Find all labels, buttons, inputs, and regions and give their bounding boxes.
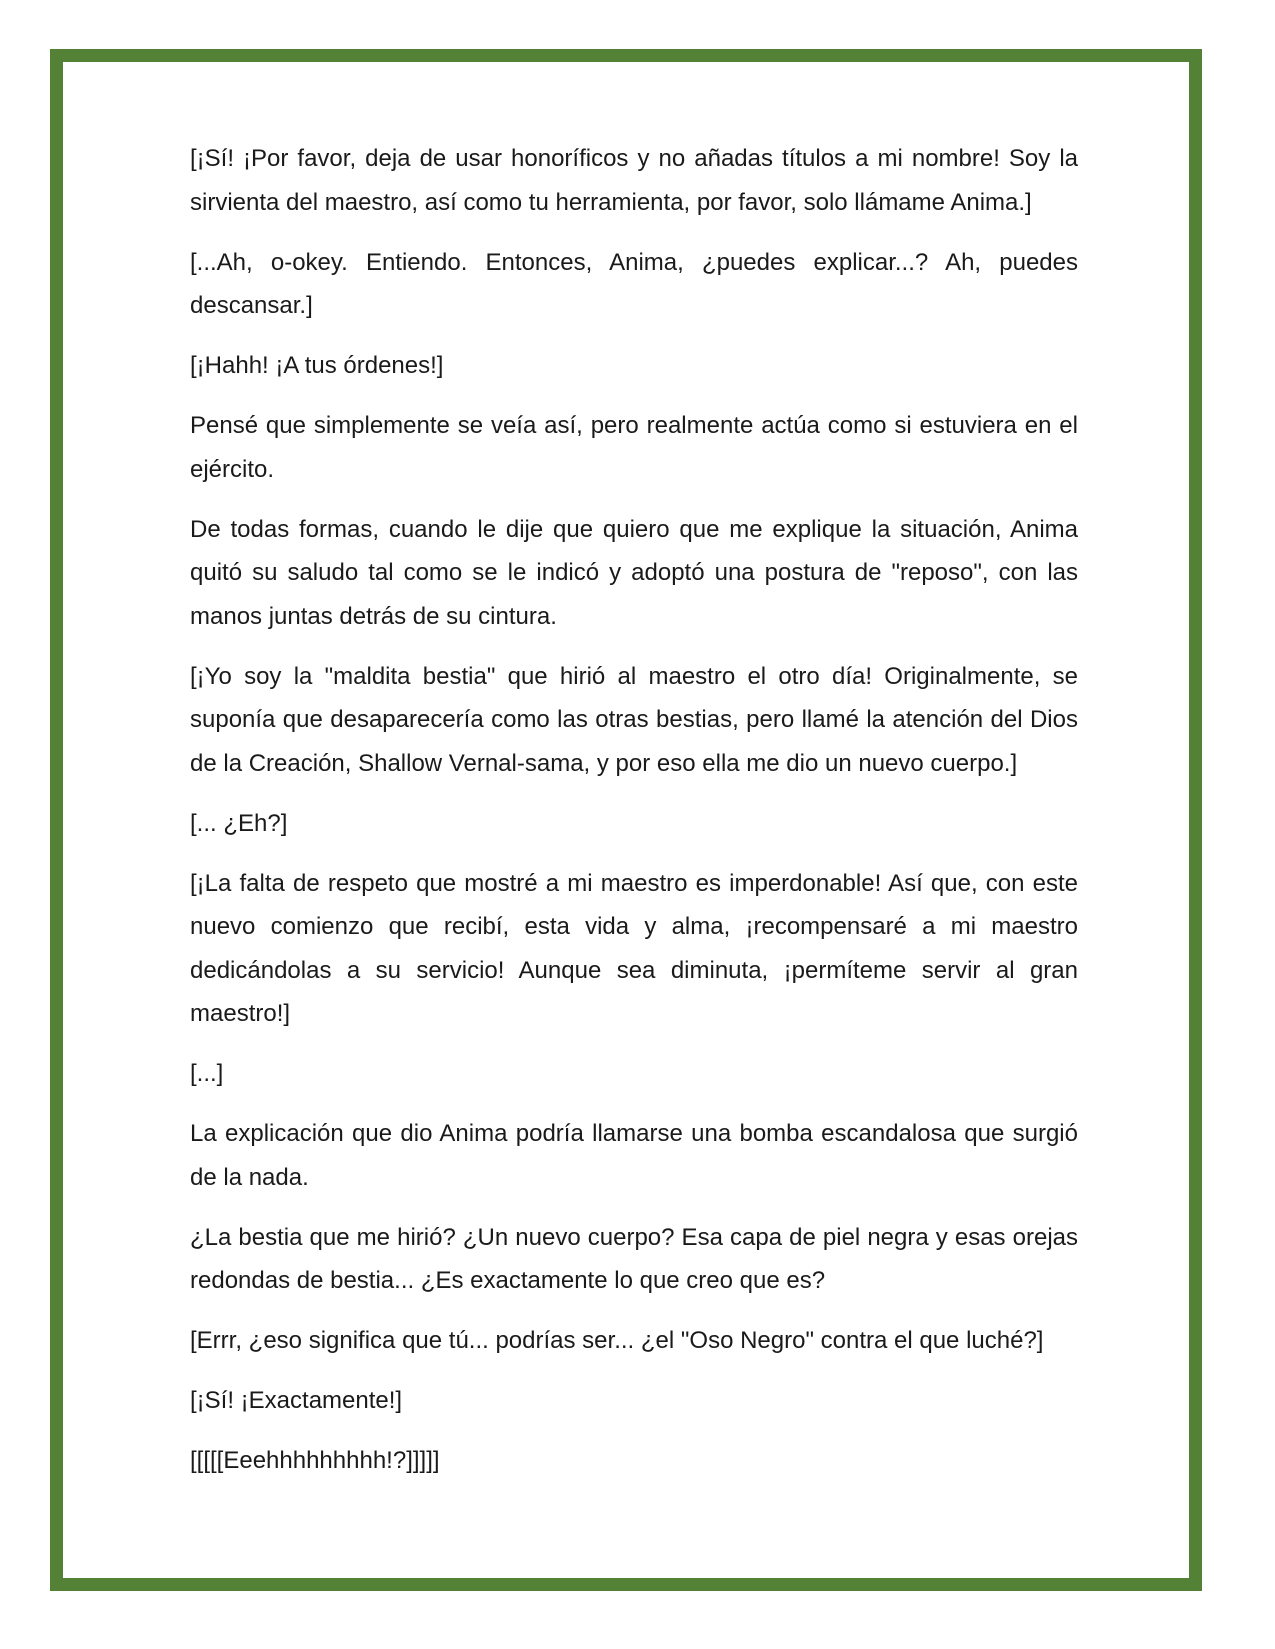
paragraph: [¡Hahh! ¡A tus órdenes!] bbox=[190, 352, 444, 379]
paragraph: De todas formas, cuando le dije que quiero que me explique la situación, Anima quitó su saludo tal como se le indicó y adoptó una postura de "reposo", con las manos juntas detrás de su cintura. bbox=[190, 515, 1078, 630]
document-body bbox=[190, 137, 1078, 1499]
paragraph: [¡Sí! ¡Por favor, deja de usar honoríficos y no añadas títulos a mi nombre! Soy la sirvienta del maestro, así como tu herramienta, por favor, solo llámame Anima.] bbox=[190, 145, 1078, 216]
paragraph: [¡Yo soy la "maldita bestia" que hirió al maestro el otro día! Originalmente, se suponía que desaparecería como las otras bestias, pero llamé la atención del Dios de la Creación, Shallow Vernal-sama, y por eso ella me dio un nuevo cuerpo.] bbox=[190, 662, 1078, 777]
paragraph: [¡Sí! ¡Exactamente!] bbox=[190, 1387, 403, 1414]
paragraph: [[[[[Eeehhhhhhhhh!?]]]]] bbox=[190, 1447, 440, 1474]
paragraph: [Errr, ¿eso significa que tú... podrías ser... ¿el "Oso Negro" contra el que luché?] bbox=[190, 1327, 1044, 1354]
paragraph: La explicación que dio Anima podría llamarse una bomba escandalosa que surgió de la nada. bbox=[190, 1120, 1078, 1191]
paragraph: Pensé que simplemente se veía así, pero realmente actúa como si estuviera en el ejército. bbox=[190, 412, 1078, 483]
paragraph: [...] bbox=[190, 1060, 224, 1087]
paragraph: [...Ah, o-okey. Entiendo. Entonces, Anima, ¿puedes explicar...? Ah, puedes descansar.] bbox=[190, 248, 1078, 319]
paragraph: [¡La falta de respeto que mostré a mi maestro es imperdonable! Así que, con este nuevo comienzo que recibí, esta vida y alma, ¡recompensaré a mi maestro dedicándolas a su servicio! Aunque sea diminuta, ¡permíteme servir al gran maestro!] bbox=[190, 869, 1078, 1027]
paragraph: [... ¿Eh?] bbox=[190, 809, 288, 837]
paragraph: ¿La bestia que me hirió? ¿Un nuevo cuerpo? Esa capa de piel negra y esas orejas redondas de bestia... ¿Es exactamente lo que creo que es? bbox=[190, 1223, 1078, 1294]
page-border-frame bbox=[50, 49, 1202, 1591]
